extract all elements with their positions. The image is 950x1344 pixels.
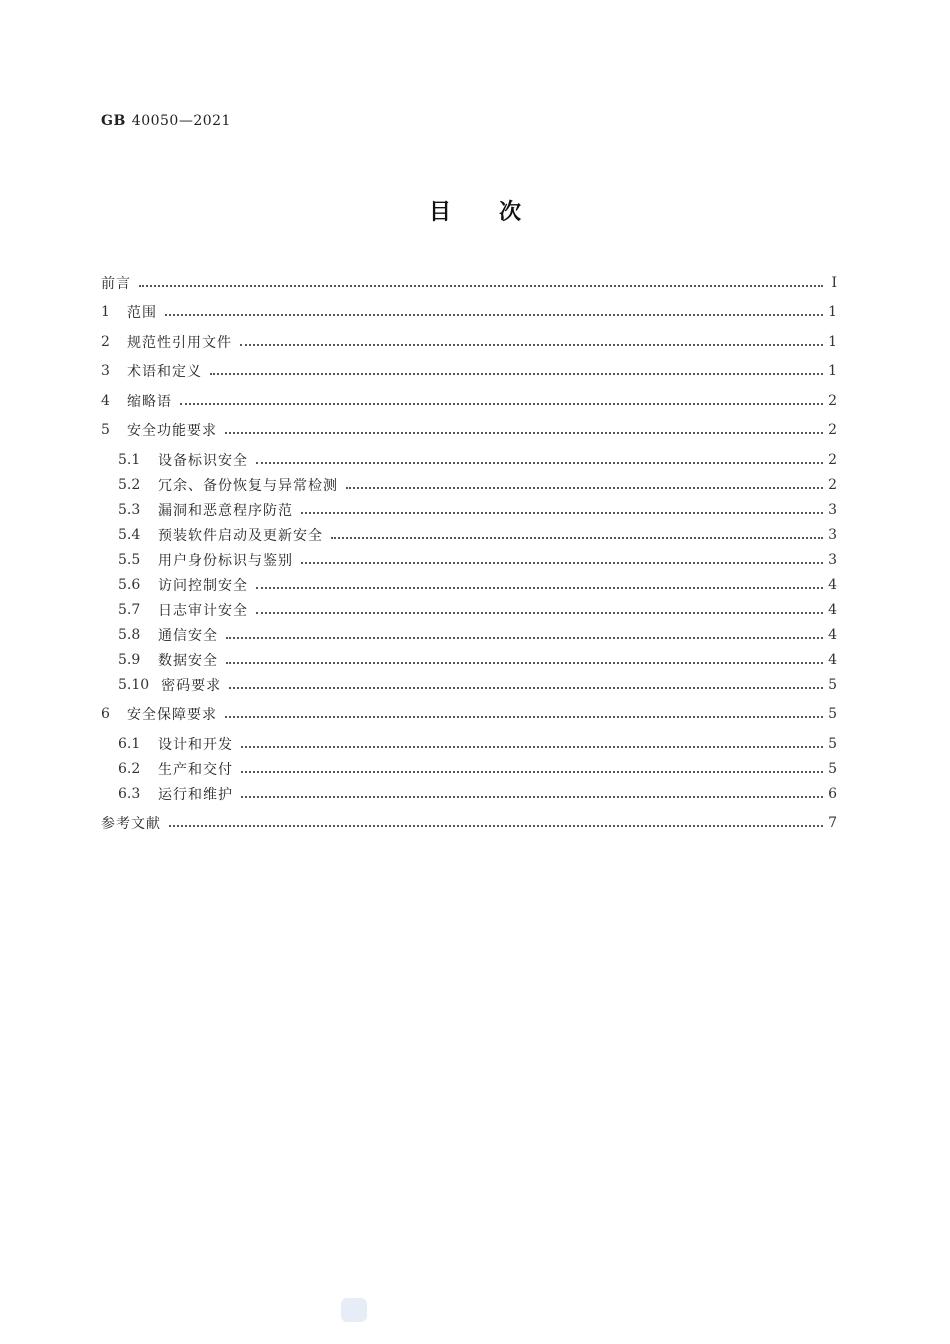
toc-entry[interactable] [101,390,837,412]
toc-entry-label: 用户身份标识与鉴别 [158,550,297,570]
toc-entry-label: 通信安全 [158,625,222,645]
toc-entry-number: 3 [101,363,110,379]
toc-entry-number: 5.8 [118,627,141,643]
toc-entry-number: 5.6 [118,577,141,593]
toc-dot-leader [226,648,823,664]
toc-dot-leader [169,811,823,827]
toc-dot-leader [346,473,823,489]
toc-entry[interactable] [118,549,837,571]
toc-entry-page: 6 [828,786,837,802]
toc-entry-label: 安全保障要求 [127,704,221,724]
toc-entry[interactable] [118,733,837,755]
toc-dot-leader [241,732,823,748]
toc-dot-leader [165,300,823,316]
toc-entry-number: 5.7 [118,602,141,618]
toc-entry-page: 3 [828,502,837,518]
toc-entry-page: 7 [828,815,837,831]
toc-dot-leader [256,598,823,614]
toc-dot-leader [229,673,823,689]
toc-entry-number: 5 [101,422,110,438]
toc-entry-page: 4 [828,602,837,618]
toc-dot-leader [225,702,823,718]
toc-entry-number: 6 [101,706,110,722]
standard-number [101,113,231,129]
toc-dot-leader [301,498,823,514]
sac-logo-icon [341,1298,367,1322]
toc-entry-label: 日志审计安全 [158,600,252,620]
toc-entry[interactable] [101,331,837,353]
toc-entry-label: 缩略语 [127,391,176,411]
toc-entry[interactable] [101,703,837,725]
toc-dot-leader [241,757,823,773]
toc-entry[interactable] [101,272,837,294]
toc-entry-number: 5.1 [118,452,141,468]
toc-entry-page: 2 [828,422,837,438]
toc-entry-page: 4 [828,652,837,668]
toc-entry[interactable] [101,360,837,382]
toc-dot-leader [180,389,823,405]
toc-entry[interactable] [101,301,837,323]
toc-entry-page: 1 [828,304,837,320]
toc-dot-leader [225,418,823,434]
toc-entry-label: 数据安全 [158,650,222,670]
page-title: 目次 [428,199,569,225]
toc-entry-label: 设备标识安全 [158,450,252,470]
toc-entry-label: 设计和开发 [158,734,237,754]
toc-entry-label: 漏洞和恶意程序防范 [158,500,297,520]
toc-entry-number: 5.2 [118,477,141,493]
toc-entry[interactable] [101,419,837,441]
toc-entry[interactable] [118,674,837,696]
toc-dot-leader [256,573,823,589]
toc-entry-page: Ⅰ [831,275,837,291]
toc-entry-page: 5 [828,706,837,722]
toc-dot-leader [210,359,823,375]
toc-entry-number: 6.1 [118,736,141,752]
toc-entry[interactable] [101,812,837,834]
toc-entry[interactable] [118,499,837,521]
toc-entry-page: 5 [828,677,837,693]
toc-entry-label: 术语和定义 [127,361,206,381]
toc-entry-number: 2 [101,334,110,350]
toc-entry-page: 4 [828,627,837,643]
toc-entry[interactable] [118,624,837,646]
toc-entry-number: 5.9 [118,652,141,668]
standard-prefix: GB [101,113,126,129]
toc-entry-label: 范围 [127,302,161,322]
toc-entry-label: 预装软件启动及更新安全 [158,525,327,545]
toc-entry-page: 1 [828,334,837,350]
toc-entry-page: 1 [828,363,837,379]
toc-entry-label: 运行和维护 [158,784,237,804]
toc-entry[interactable] [118,474,837,496]
toc-entry-number: 5.3 [118,502,141,518]
toc-entry-number: 5.5 [118,552,141,568]
toc-entry[interactable] [118,599,837,621]
toc-dot-leader [256,448,823,464]
toc-dot-leader [240,330,823,346]
toc-dot-leader [301,548,823,564]
toc-entry-label: 规范性引用文件 [127,332,236,352]
toc-entry-label: 参考文献 [101,813,165,833]
toc-entry-label: 密码要求 [161,675,225,695]
toc-entry-label: 安全功能要求 [127,420,221,440]
toc-dot-leader [331,523,823,539]
toc-entry-label: 访问控制安全 [158,575,252,595]
toc-entry-label: 冗余、备份恢复与异常检测 [158,475,342,495]
toc-entry[interactable] [118,574,837,596]
toc-entry[interactable] [118,649,837,671]
toc-entry-label: 生产和交付 [158,759,237,779]
toc-entry-page: 5 [828,761,837,777]
toc-entry-page: 2 [828,477,837,493]
toc-entry-page: 5 [828,736,837,752]
toc-entry-number: 6.2 [118,761,141,777]
toc-entry-page: 3 [828,552,837,568]
toc-entry-page: 3 [828,527,837,543]
toc-entry-page: 2 [828,393,837,409]
toc-dot-leader [241,782,823,798]
toc-entry-number: 1 [101,304,110,320]
standard-code: 40050—2021 [131,113,231,129]
toc-dot-leader [226,623,823,639]
toc-entry[interactable] [118,758,837,780]
toc-entry-number: 5.4 [118,527,141,543]
toc-entry[interactable] [118,449,837,471]
toc-entry-number: 5.10 [118,677,150,693]
toc-entry-number: 6.3 [118,786,141,802]
toc-dot-leader [139,271,823,287]
toc-entry-number: 4 [101,393,110,409]
toc-entry-page: 4 [828,577,837,593]
toc-entry-page: 2 [828,452,837,468]
toc-entry-label: 前言 [101,273,135,293]
toc-entry[interactable] [118,783,837,805]
toc-entry[interactable] [118,524,837,546]
